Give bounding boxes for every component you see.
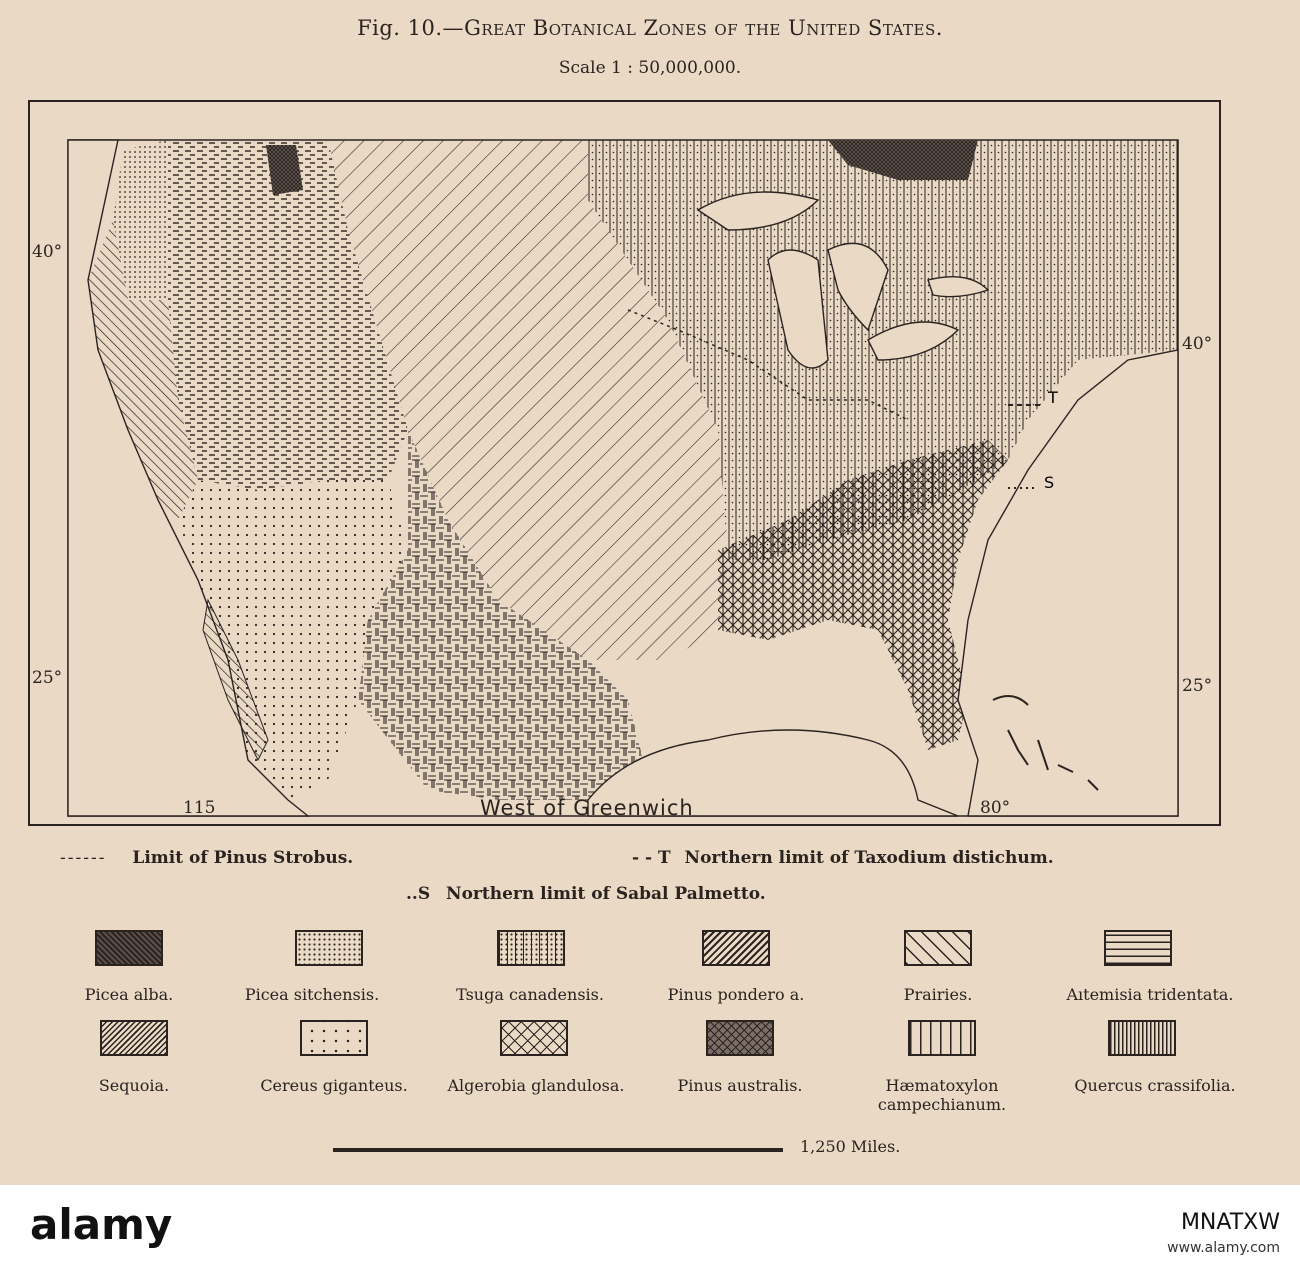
map-outer-border	[28, 100, 1221, 826]
lon-label-80: 80°	[980, 798, 1011, 818]
lat-label-40-left: 40°	[32, 242, 63, 262]
scale-bar-label: 1,250 Miles.	[800, 1137, 901, 1156]
sabal-marker: S	[1044, 473, 1055, 492]
legend-label-cereus: Cereus giganteus.	[260, 1076, 408, 1095]
map-scale: Scale 1 : 50,000,000.	[558, 58, 742, 78]
sabal-limit-symbol: ..S	[406, 884, 431, 904]
west-of-greenwich-label: West of Greenwich	[480, 796, 694, 820]
legend-label-algerobia: Algerobia glandulosa.	[447, 1076, 625, 1095]
lat-label-25-right: 25°	[1182, 676, 1213, 696]
taxodium-marker: T	[1048, 388, 1058, 407]
pinus-limit-text: Limit of Pinus Strobus.	[132, 848, 354, 868]
legend-swatch-picea-alba	[95, 930, 163, 966]
taxodium-limit-symbol: - - T	[632, 848, 671, 868]
taxodium-limit	[632, 848, 1054, 868]
legend-swatch-algerobia	[500, 1020, 568, 1056]
legend-swatch-tsuga-canadensis	[497, 930, 565, 966]
legend-label-quercus: Quercus crassifolia.	[1074, 1076, 1236, 1095]
watermark-image-id: MNATXW	[1180, 1210, 1280, 1235]
legend-label-sequoia: Sequoia.	[98, 1076, 170, 1095]
taxodium-limit-text: Northern limit of Taxodium distichum.	[684, 848, 1054, 868]
legend-swatch-haematoxylon	[908, 1020, 976, 1056]
legend-label-haematoxylon: Hæmatoxylon campechianum.	[877, 1076, 1007, 1114]
legend-swatch-pinus-ponderosa	[702, 930, 770, 966]
legend-swatch-artemisia	[1104, 930, 1172, 966]
sabal-limit	[406, 884, 766, 904]
lat-label-40-right: 40°	[1182, 334, 1213, 354]
fig-number: Fig. 10.—	[357, 16, 465, 40]
legend-swatch-picea-sitchensis	[295, 930, 363, 966]
sabal-limit-text: Northern limit of Sabal Palmetto.	[446, 884, 766, 904]
watermark-band	[0, 1185, 1300, 1275]
scale-bar	[333, 1148, 783, 1152]
lat-label-25-left: 25°	[32, 668, 63, 688]
legend-swatch-cereus	[300, 1020, 368, 1056]
legend-label-pinus-australis: Pinus australis.	[677, 1076, 803, 1095]
page-title	[0, 16, 1300, 40]
pinus-strobus-limit	[60, 848, 353, 868]
legend-swatch-quercus	[1108, 1020, 1176, 1056]
watermark-url: www.alamy.com	[1167, 1240, 1280, 1256]
lon-label-115: 115	[183, 798, 216, 818]
legend-label-artemisia: Aıtemisia tridentata.	[1066, 985, 1234, 1004]
legend-label-pinus-ponderosa: Pinus pondero a.	[667, 985, 805, 1004]
legend-label-picea-sitchensis: Picea sitchensis.	[244, 985, 380, 1004]
legend-swatch-prairies	[904, 930, 972, 966]
legend-label-prairies: Prairies.	[903, 985, 973, 1004]
watermark-logo: alamy	[30, 1200, 173, 1249]
legend-swatch-pinus-australis	[706, 1020, 774, 1056]
legend-swatch-sequoia	[100, 1020, 168, 1056]
legend-label-picea-alba: Picea alba.	[84, 985, 174, 1004]
legend-label-tsuga-canadensis: Tsuga canadensis.	[456, 985, 604, 1004]
pinus-limit-symbol: ------	[60, 848, 107, 868]
fig-title: Great Botanical Zones of the United States.	[464, 16, 943, 40]
